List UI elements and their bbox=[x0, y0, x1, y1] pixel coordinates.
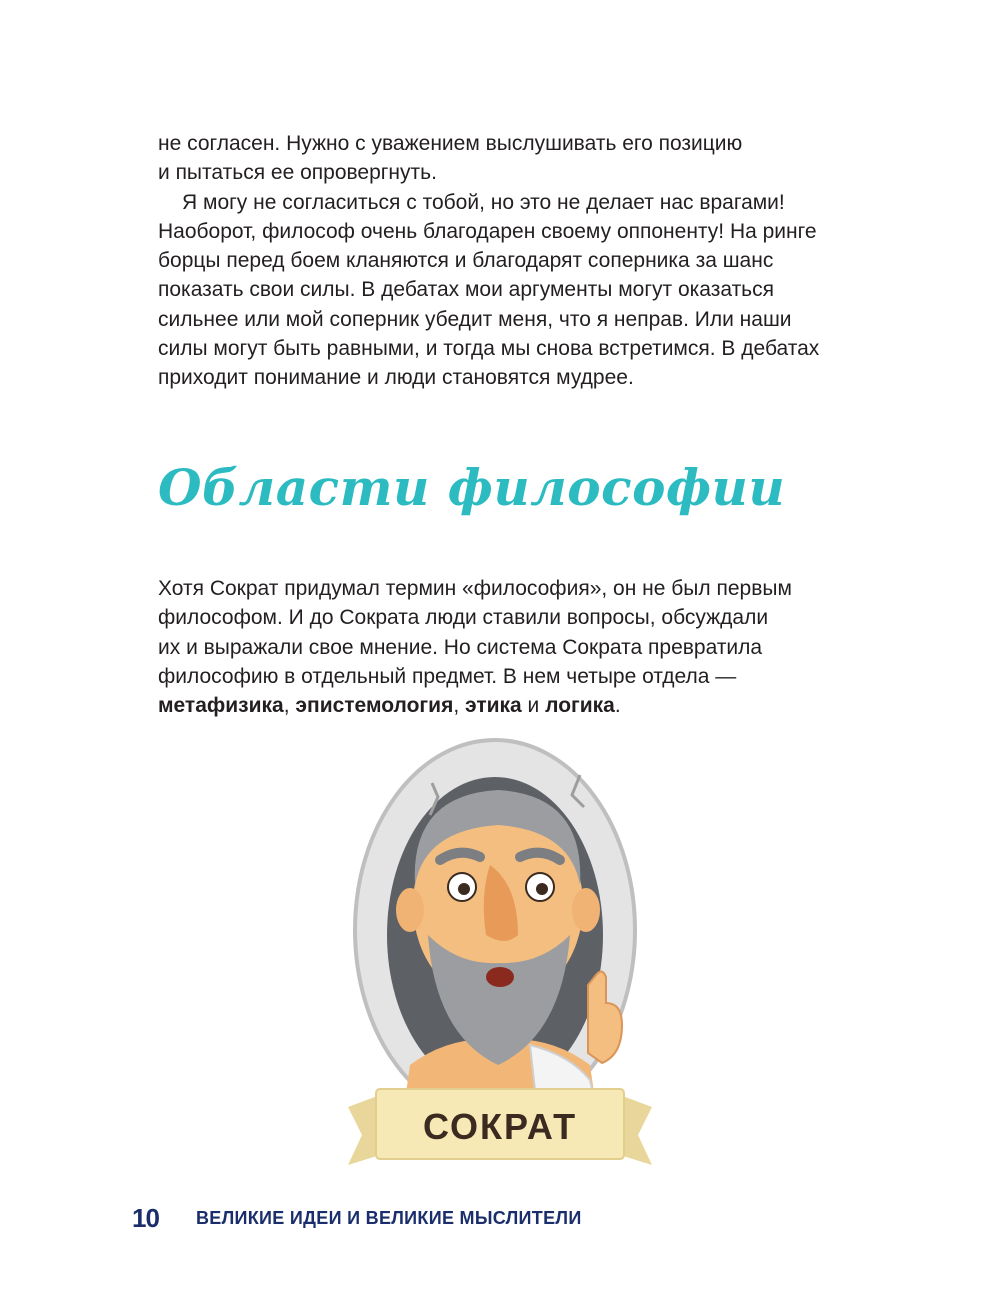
section-heading: Области философии bbox=[158, 458, 786, 517]
mouth bbox=[486, 967, 514, 987]
socrates-illustration bbox=[340, 735, 660, 1175]
intro-paragraph bbox=[158, 129, 878, 393]
banner-label: СОКРАТ bbox=[422, 1106, 578, 1147]
left-ear bbox=[396, 888, 424, 932]
text-line: приходит понимание и люди становятся мудрее. bbox=[158, 366, 634, 390]
separator: , bbox=[453, 694, 465, 718]
term-ethics: этика bbox=[465, 694, 522, 718]
text-line: философом. И до Сократа люди ставили вопросы, обсуждали bbox=[158, 606, 769, 630]
text-line: и пытаться ее опровергнуть. bbox=[158, 161, 437, 185]
page-number: 10 bbox=[132, 1203, 159, 1233]
right-ear bbox=[572, 888, 600, 932]
text-line: сильнее или мой соперник убедит меня, что я неправ. Или наши bbox=[158, 307, 792, 331]
text-line: Я могу не согласиться с тобой, но это не делает нас врагами! bbox=[182, 190, 785, 214]
page-footer bbox=[132, 1203, 582, 1234]
book-title: ВЕЛИКИЕ ИДЕИ И ВЕЛИКИЕ МЫСЛИТЕЛИ bbox=[196, 1208, 582, 1228]
term-logic: логика bbox=[545, 694, 615, 718]
text-line: силы могут быть равными, и тогда мы снова встретимся. В дебатах bbox=[158, 337, 820, 361]
philosophy-paragraph bbox=[158, 574, 878, 720]
branches-line bbox=[158, 691, 878, 720]
left-pupil bbox=[458, 883, 470, 895]
term-epistemology: эпистемология bbox=[295, 694, 454, 718]
text-line: их и выражали свое мнение. Но система Сократа превратила bbox=[158, 635, 763, 659]
text-line: борцы перед боем кланяются и благодарят соперника за шанс bbox=[158, 249, 774, 273]
text-line: философию в отдельный предмет. В нем четыре отдела — bbox=[158, 664, 737, 688]
separator: и bbox=[521, 694, 546, 718]
separator: , bbox=[283, 694, 296, 718]
period: . bbox=[614, 694, 621, 718]
socrates-portrait-svg bbox=[340, 735, 660, 1175]
text-line: не согласен. Нужно с уважением выслушивать его позицию bbox=[158, 132, 743, 155]
term-metaphysics: метафизика bbox=[158, 694, 284, 718]
right-pupil bbox=[536, 883, 548, 895]
text-line: Наоборот, философ очень благодарен своему оппоненту! На ринге bbox=[158, 219, 817, 243]
text-line: показать свои силы. В дебатах мои аргументы могут оказаться bbox=[158, 278, 774, 302]
text-line: Хотя Сократ придумал термин «философия», он не был первым bbox=[158, 577, 792, 600]
